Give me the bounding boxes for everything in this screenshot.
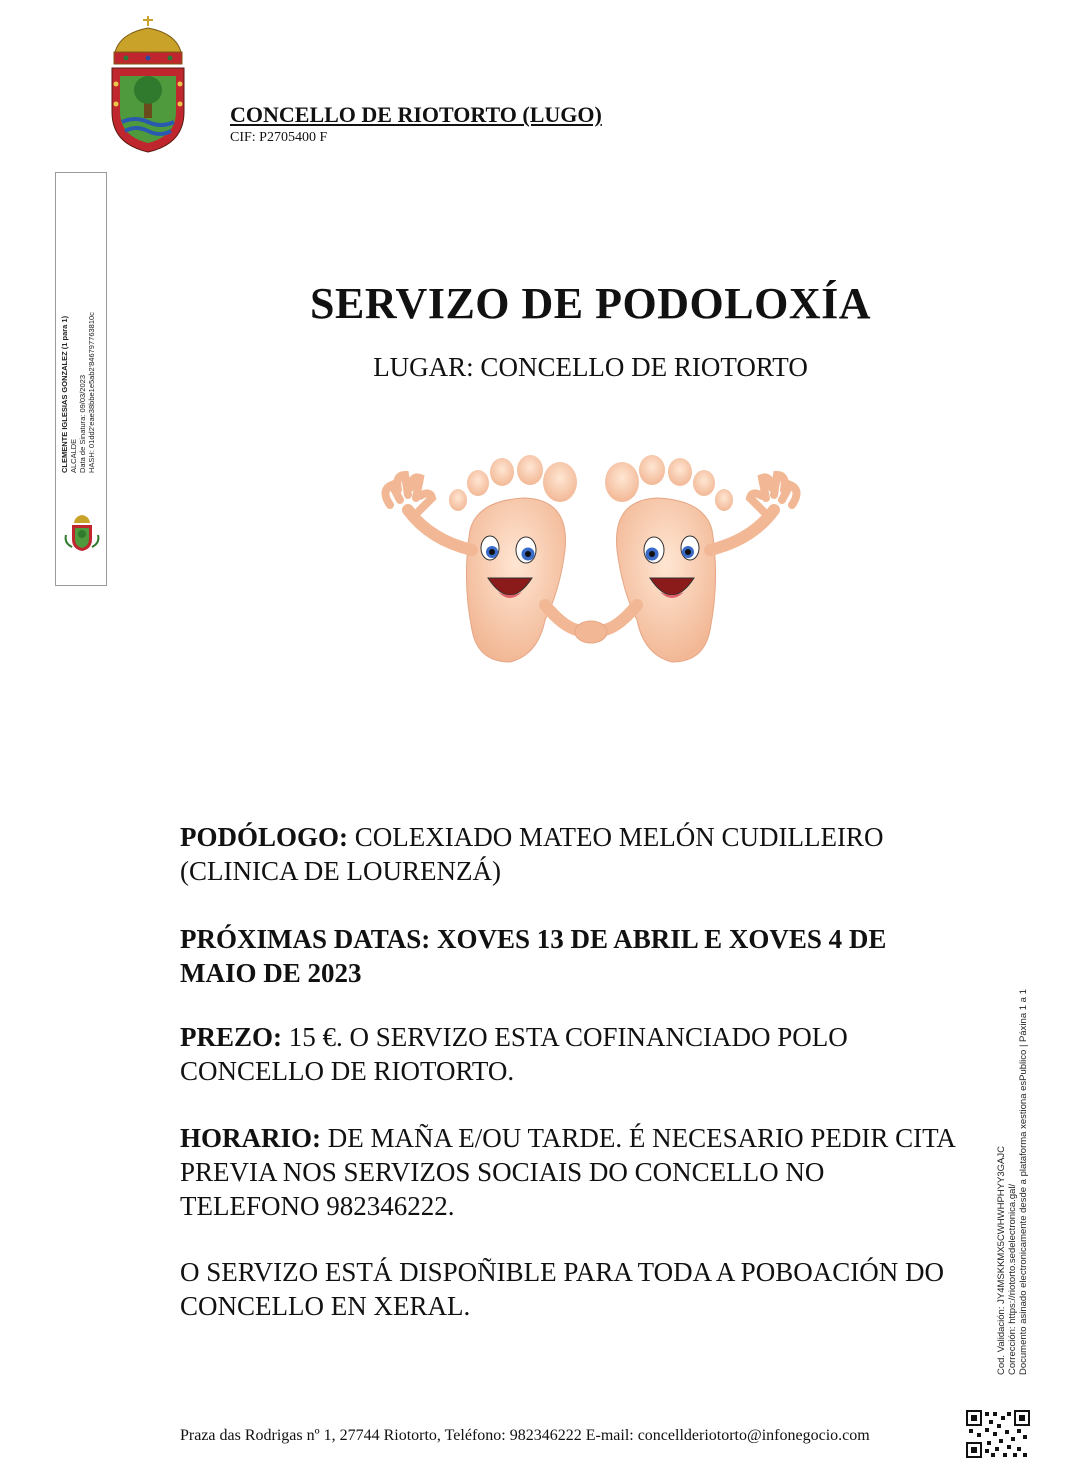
place-subtitle: LUGAR: CONCELLO DE RIOTORTO	[373, 352, 808, 382]
price-label: PREZO:	[180, 1022, 283, 1052]
signature-hash: HASH: 01dd2'eae38bbe1e5ab2'84679776​3810c	[87, 312, 96, 473]
signer-name: CLEMENTE IGLESIAS GONZALEZ (1 para 1)	[60, 315, 69, 473]
coat-of-arms-icon	[106, 14, 190, 154]
org-cif: CIF: P2705400 F	[230, 130, 328, 145]
validation-text	[996, 989, 1029, 1375]
podiatrist-value: COLEXIADO MATEO MELÓN CUDILLEIRO (CLINICA DE LOURENZÁ)	[180, 822, 884, 886]
signature-text	[60, 312, 96, 473]
validation-code: Cod. Validación: JY4MSKKMX5CWHWHPHYY3GAJC	[996, 1146, 1007, 1375]
schedule-paragraph	[180, 1121, 960, 1223]
qr-code-icon[interactable]	[966, 1410, 1030, 1458]
price-value: 15 €. O SERVIZO ESTA COFINANCIADO POLO CONCELLO DE RIOTORTO.	[180, 1022, 848, 1086]
signature-date: Data de Sinatura: 09/03/2023	[78, 375, 87, 473]
signer-role: ALCALDE	[69, 438, 78, 473]
validation-note: Documento asinado electronicamente desde a plataforma xestiona esPublico | Páxina 1 a 1	[1018, 989, 1029, 1375]
small-crest-icon	[62, 513, 102, 553]
page-title: SERVIZO DE PODOLOXÍA	[310, 279, 871, 328]
schedule-value: DE MAÑA E/OU TARDE. É NECESARIO PEDIR CITA PREVIA NOS SERVIZOS SOCIAIS DO CONCELLO NO TELEFONO 982346222.	[180, 1123, 955, 1221]
schedule-label: HORARIO:	[180, 1123, 321, 1153]
footer-address: Praza das Rodrigas nº 1, 27744 Riotorto, Teléfono: 982346222 E-mail: concellderiotorto@infonegocio.com	[180, 1427, 870, 1444]
happy-feet-illustration	[360, 440, 830, 690]
availability-paragraph: O SERVIZO ESTÁ DISPOÑIBLE PARA TODA A POBOACIÓN DO CONCELLO EN XERAL.	[180, 1257, 944, 1321]
price-paragraph	[180, 1020, 960, 1088]
org-name: CONCELLO DE RIOTORTO (LUGO)	[230, 102, 602, 127]
next-dates-paragraph: PRÓXIMAS DATAS: XOVES 13 DE ABRIL E XOVES 4 DE MAIO DE 2023	[180, 924, 887, 988]
validation-url: Corrección: https://riotorto.sedelectronica.gal/	[1007, 1183, 1018, 1375]
podiatrist-label: PODÓLOGO:	[180, 822, 348, 852]
podiatrist-paragraph	[180, 820, 960, 888]
